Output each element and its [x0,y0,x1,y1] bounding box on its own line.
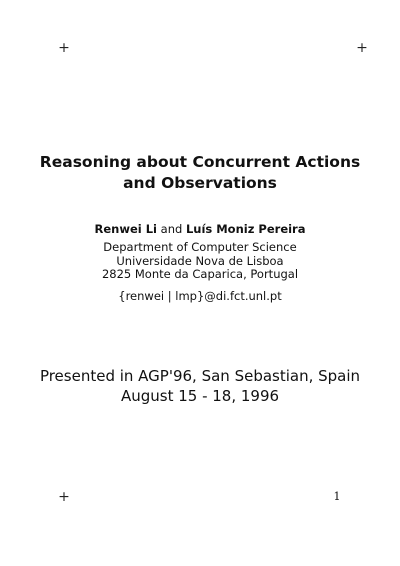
author-2: Luís Moniz Pereira [185,222,306,236]
registration-mark-top-right: + [356,40,368,56]
affiliation-department: Department of Computer Science [103,240,297,254]
registration-mark-top-left: + [58,40,70,56]
author-email: {renwei | lmp}@di.fct.unl.pt [118,289,282,303]
presentation-dates: August 15 - 18, 1996 [120,387,280,405]
registration-mark-bottom-left: + [58,489,70,505]
title-line-1: Reasoning about Concurrent Actions [39,153,361,171]
author-line [30,222,370,237]
title-line-2: and Observations [123,174,277,192]
affiliation-university: Universidade Nova de Lisboa [116,253,284,268]
paper-title [30,152,370,194]
affiliation-block [30,241,370,282]
presentation-venue: Presented in AGP'96, San Sebastian, Spain [39,367,361,385]
page-number: 1 [333,490,341,503]
presentation-info [20,366,380,406]
affiliation-address: 2825 Monte da Caparica, Portugal [101,267,299,281]
author-1: Renwei Li [94,222,157,236]
author-connector: and [160,222,183,236]
